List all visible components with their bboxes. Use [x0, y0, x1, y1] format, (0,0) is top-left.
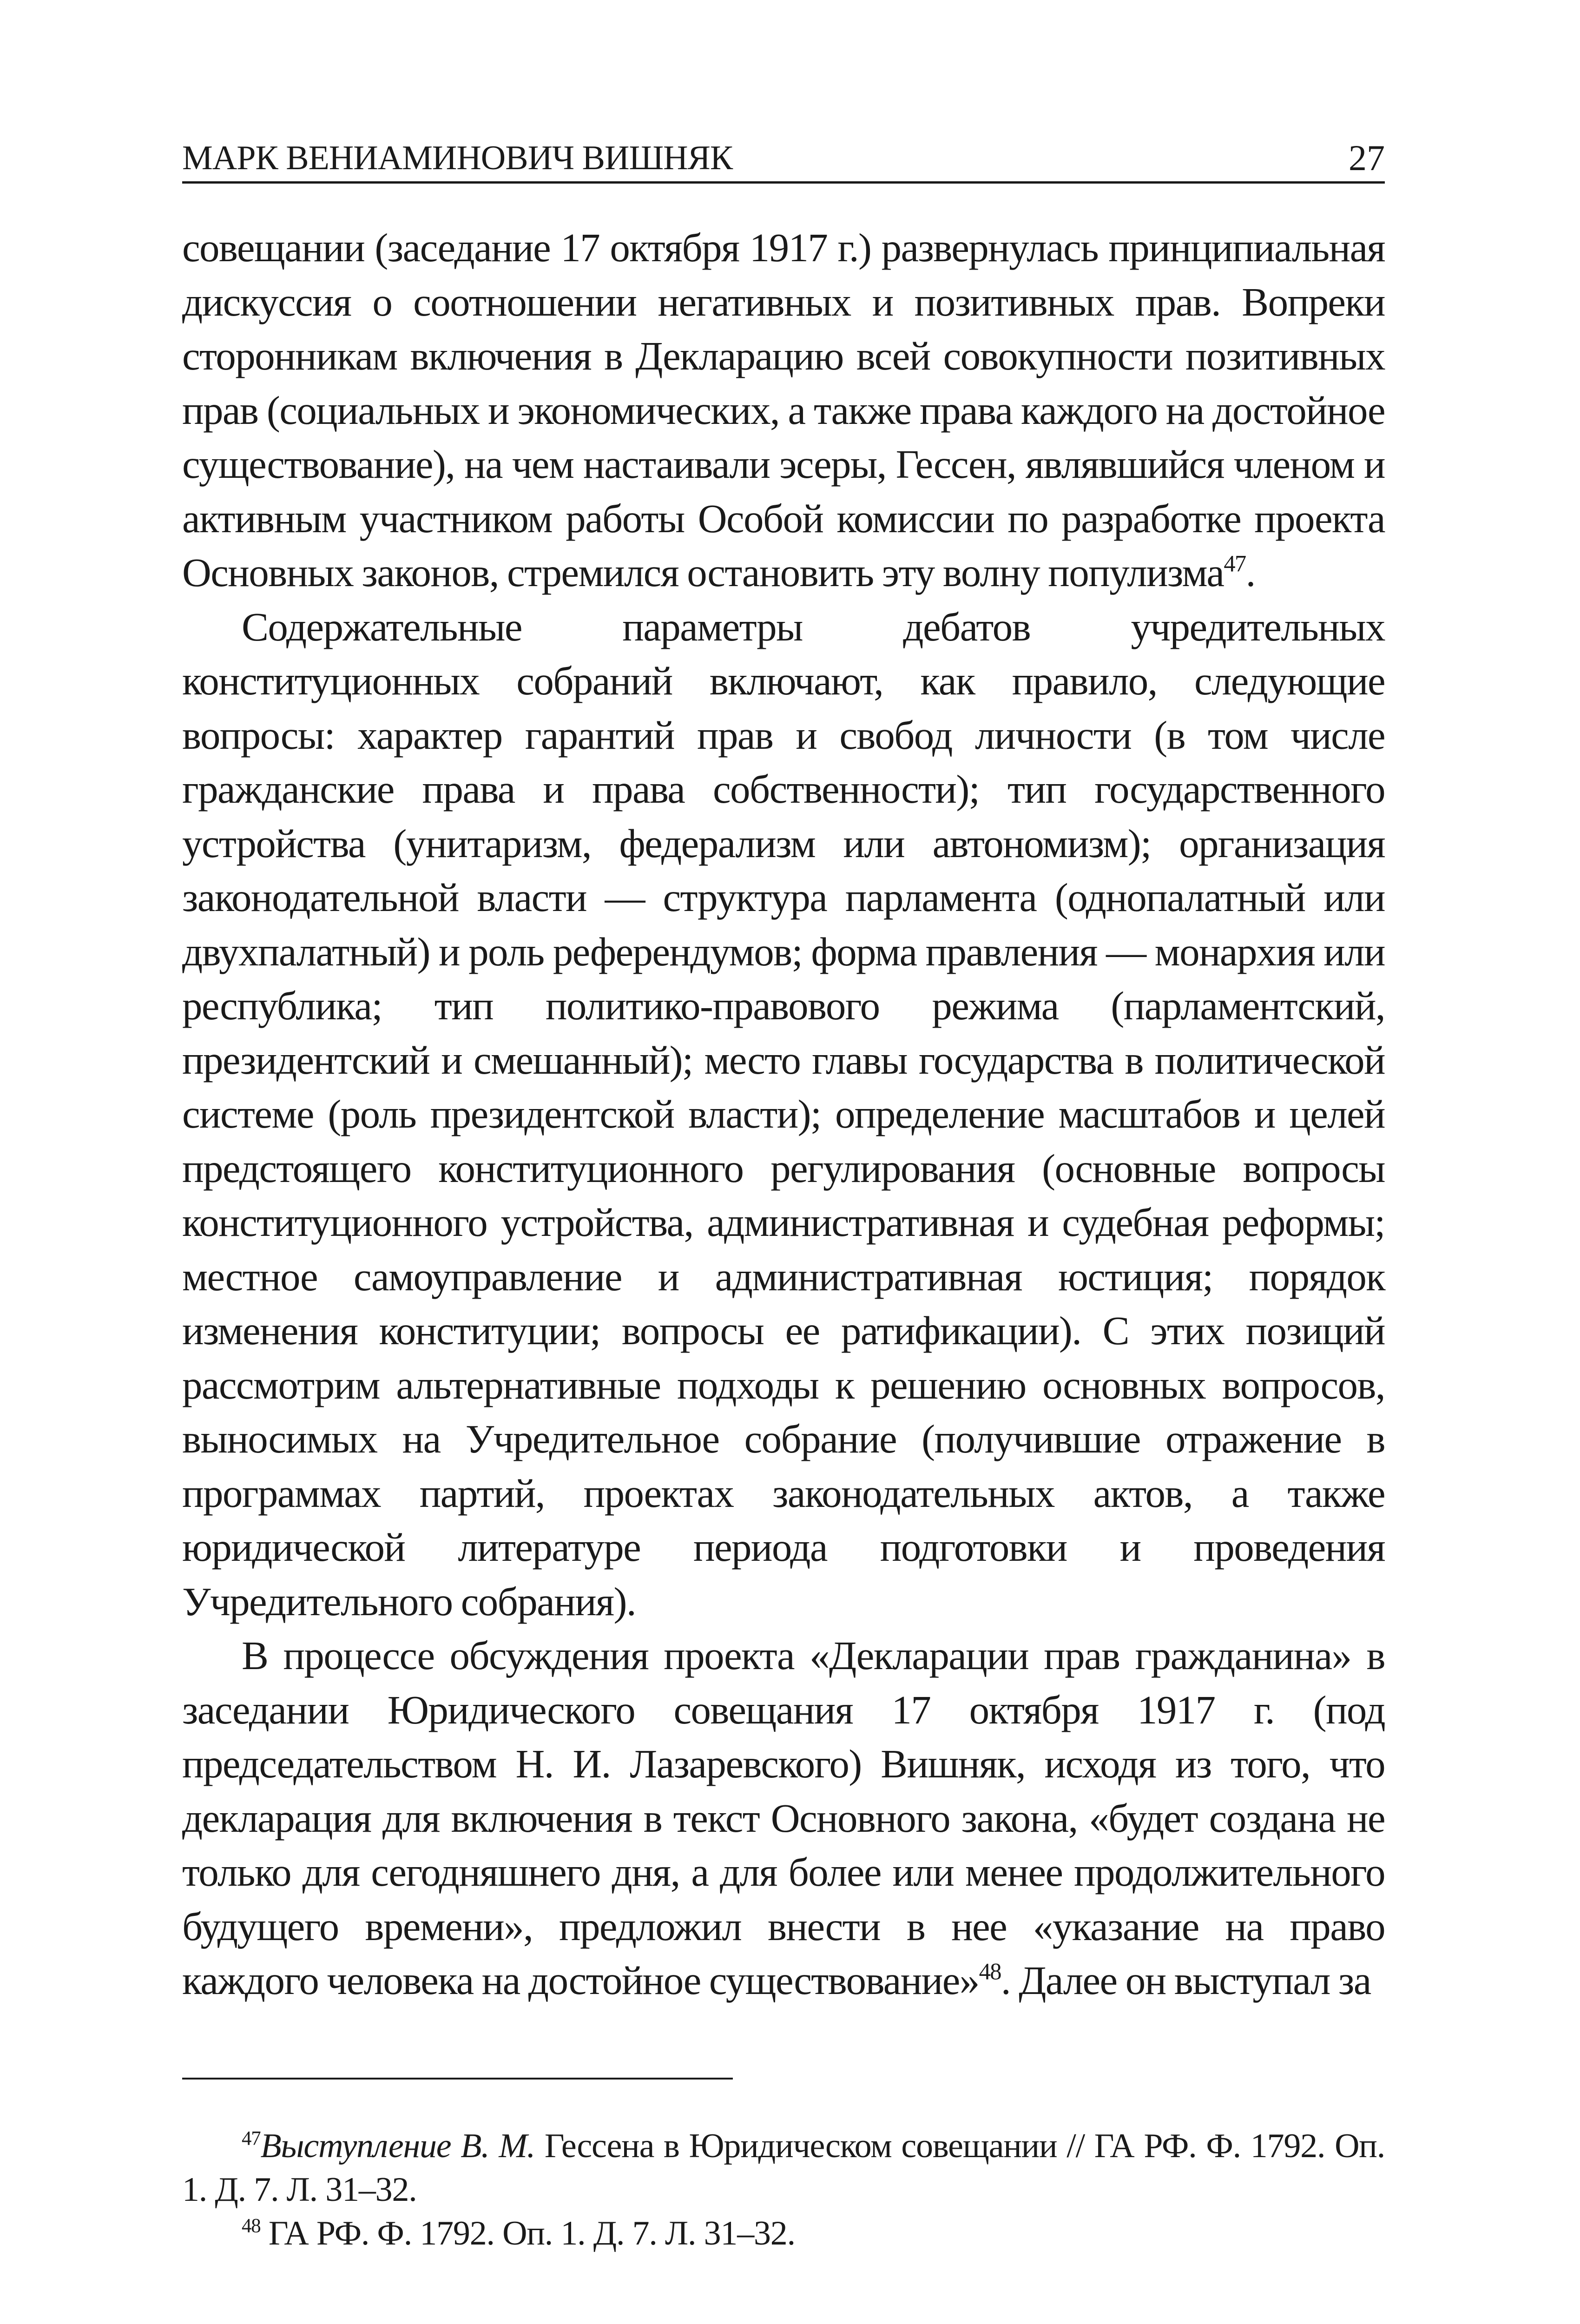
page-number: 27	[1349, 138, 1385, 178]
footnote-author: Выступление В. М.	[260, 2127, 535, 2165]
paragraph-text: В процессе обсуждения проекта «Декларации прав гражданина» в заседании Юридического совещания 17 октября 1917 г. (под председательством Н. И. Лазаревского) Вишняк, исходя из того, что декларация для включения в текст Основного закона, «будет создана не только для сегодняшнего дня, а для более или менее продолжительного будущего времени», предложил внести в нее «указание на право каждого человека на достойное существование»	[182, 1633, 1385, 2003]
body-text	[182, 221, 1385, 2008]
footnote-ref-48[interactable]: 48	[979, 1958, 1001, 1985]
footnote-ref-47[interactable]: 47	[1224, 550, 1246, 577]
footnote-number: 48	[242, 2215, 261, 2237]
paragraph-text: совещании (заседание 17 октября 1917 г.) развернулась принципиальная дискуссия о соотношении негативных и позитивных прав. Вопреки сторонникам включения в Декларацию всей совокупности позитивных прав (социальных и экономических, а также права каждого на достойное существование), на чем настаивали эсеры, Гессен, являвшийся членом и активным участником работы Особой комиссии по разработке проекта Основных законов, стремился остановить эту волну популизма	[182, 225, 1385, 595]
footnote-divider	[182, 2078, 733, 2080]
running-title: МАРК ВЕНИАМИНОВИЧ ВИШНЯК	[182, 139, 733, 177]
paragraph-3	[182, 1629, 1385, 2008]
footnote-text: Гессена в Юридическом совещании // ГА РФ. Ф. 1792. Оп. 1. Д. 7. Л. 31–32.	[182, 2127, 1385, 2209]
paragraph-text: Содержательные параметры дебатов учредительных конституционных собраний включают, как правило, следующие вопросы: характер гарантий прав и свобод личности (в том числе гражданские права и права собственности); тип государственного устройства (унитаризм, федерализм или автономизм); организация законодательной власти — структура парламента (однопалатный или двухпалатный) и роль референдумов; форма правления — монархия или республика; тип политико-правового режима (парламентский, президентский и смешанный); место главы государства в политической системе (роль президентской власти); определение масштабов и целей предстоящего конституционного регулирования (основные вопросы конституционного устройства, административная и судебная реформы; местное самоуправление и административная юстиция; порядок изменения конституции; вопросы ее ратификации). С этих позиций рассмотрим альтернативные подходы к решению основных вопросов, выносимых на Учредительное собрание (получившие отражение в программах партий, проектах законодательных актов, а также юридической литературе периода подготовки и проведения Учредительного собрания).	[182, 604, 1385, 1624]
paragraph-tail: . Далее он выступал за	[1001, 1958, 1371, 2003]
paragraph-2	[182, 600, 1385, 1629]
footnote-text: ГА РФ. Ф. 1792. Оп. 1. Д. 7. Л. 31–32.	[260, 2214, 795, 2252]
footnote-number: 47	[242, 2127, 261, 2150]
footnote-48	[182, 2212, 1385, 2255]
footnotes	[182, 2124, 1385, 2255]
paragraph-tail: .	[1245, 550, 1255, 595]
footnote-47	[182, 2124, 1385, 2212]
paragraph-1	[182, 221, 1385, 600]
running-head	[182, 135, 1385, 184]
